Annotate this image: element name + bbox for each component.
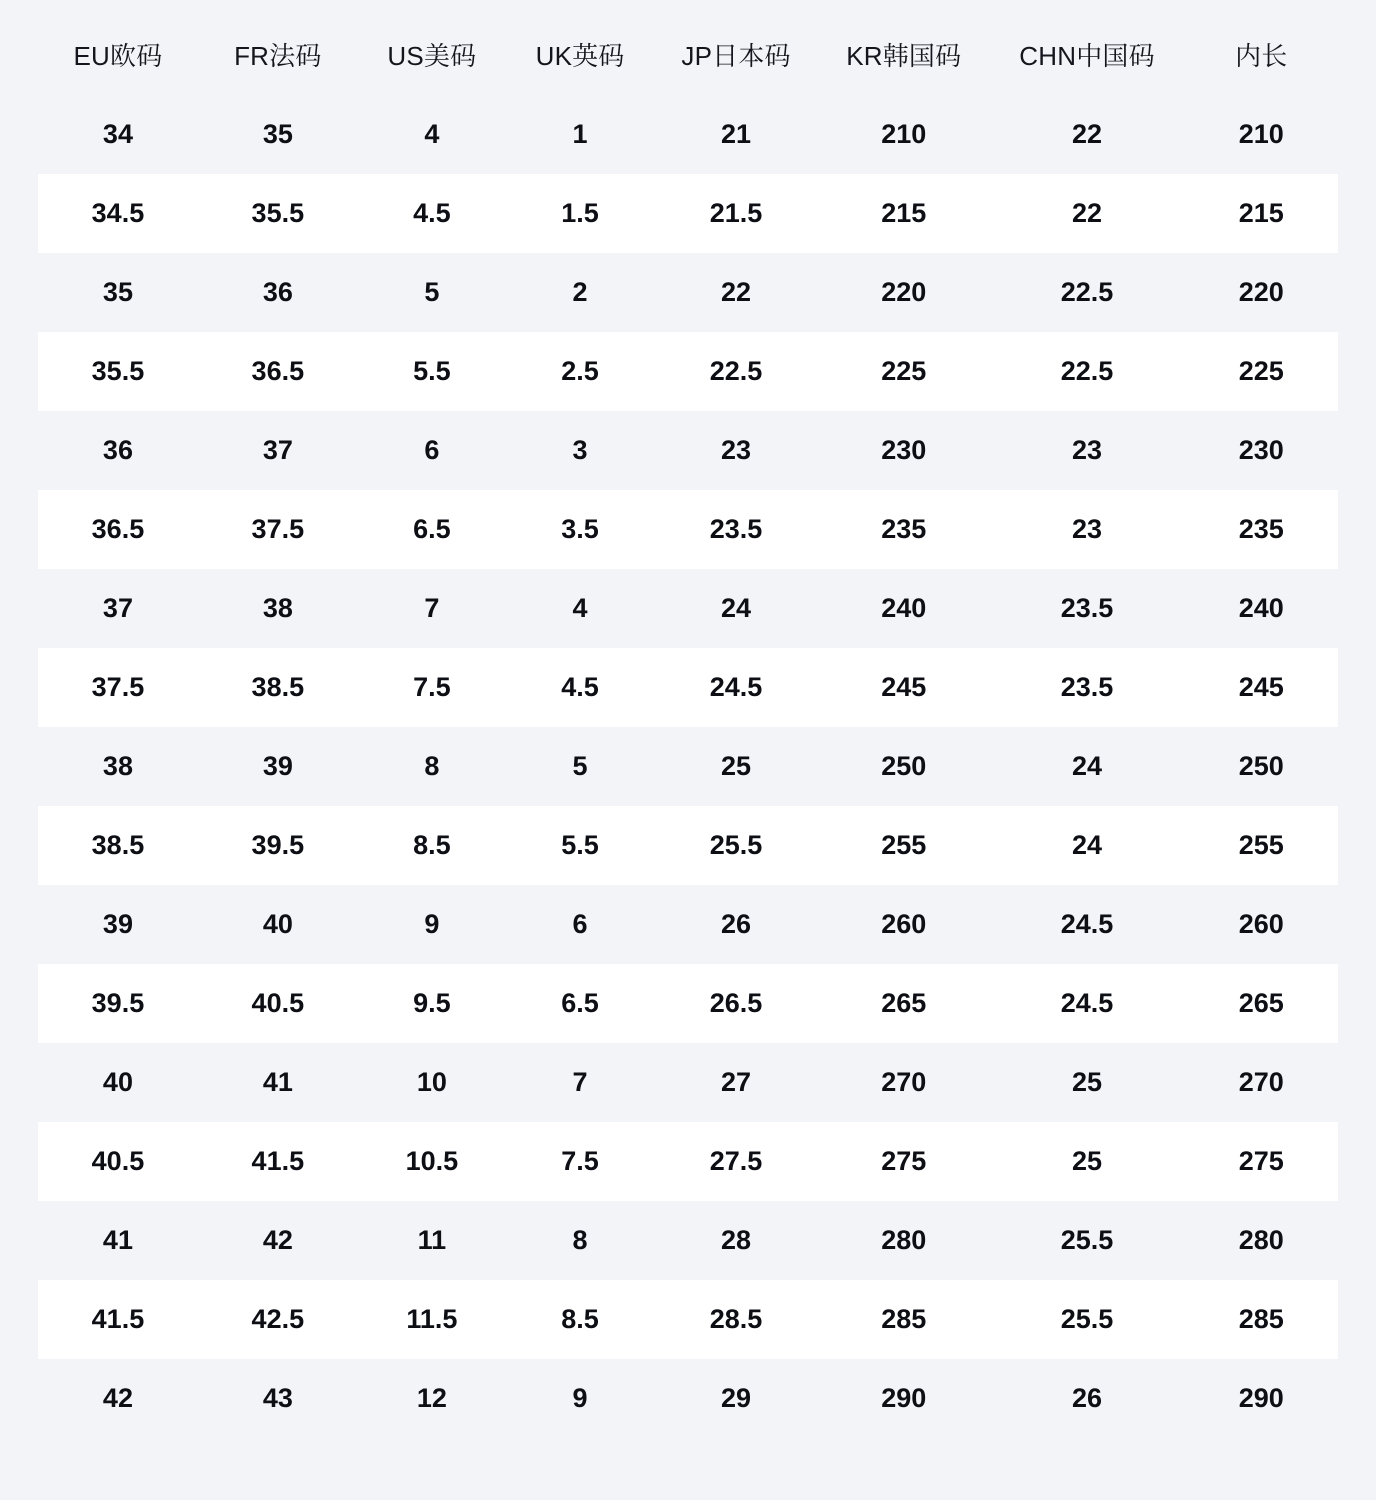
table-cell: 25.5 bbox=[990, 1280, 1185, 1359]
table-cell: 43 bbox=[198, 1359, 358, 1438]
table-cell: 42.5 bbox=[198, 1280, 358, 1359]
column-header-chn: CHN中国码 bbox=[990, 22, 1185, 95]
table-cell: 22 bbox=[990, 95, 1185, 174]
table-cell: 280 bbox=[818, 1201, 990, 1280]
table-cell: 255 bbox=[818, 806, 990, 885]
table-cell: 7.5 bbox=[358, 648, 506, 727]
table-cell: 34 bbox=[38, 95, 198, 174]
table-cell: 40 bbox=[38, 1043, 198, 1122]
table-body bbox=[38, 95, 1338, 1438]
table-cell: 41.5 bbox=[38, 1280, 198, 1359]
table-cell: 28 bbox=[654, 1201, 818, 1280]
column-header-us: US美码 bbox=[358, 22, 506, 95]
table-cell: 36 bbox=[198, 253, 358, 332]
table-cell: 34.5 bbox=[38, 174, 198, 253]
table-row bbox=[38, 885, 1338, 964]
table-cell: 39.5 bbox=[38, 964, 198, 1043]
table-cell: 26 bbox=[990, 1359, 1185, 1438]
table-cell: 35.5 bbox=[38, 332, 198, 411]
table-cell: 35 bbox=[38, 253, 198, 332]
table-cell: 27.5 bbox=[654, 1122, 818, 1201]
table-cell: 26.5 bbox=[654, 964, 818, 1043]
table-cell: 37 bbox=[198, 411, 358, 490]
table-cell: 230 bbox=[1185, 411, 1338, 490]
table-cell: 3.5 bbox=[506, 490, 654, 569]
table-cell: 36 bbox=[38, 411, 198, 490]
table-cell: 235 bbox=[818, 490, 990, 569]
table-cell: 1.5 bbox=[506, 174, 654, 253]
table-cell: 8 bbox=[506, 1201, 654, 1280]
table-cell: 2 bbox=[506, 253, 654, 332]
table-cell: 6.5 bbox=[358, 490, 506, 569]
table-cell: 6 bbox=[506, 885, 654, 964]
table-cell: 35.5 bbox=[198, 174, 358, 253]
table-row bbox=[38, 174, 1338, 253]
table-cell: 22.5 bbox=[990, 253, 1185, 332]
table-cell: 210 bbox=[818, 95, 990, 174]
table-cell: 225 bbox=[1185, 332, 1338, 411]
table-cell: 5.5 bbox=[506, 806, 654, 885]
table-cell: 245 bbox=[1185, 648, 1338, 727]
table-cell: 290 bbox=[818, 1359, 990, 1438]
table-cell: 41 bbox=[198, 1043, 358, 1122]
table-cell: 1 bbox=[506, 95, 654, 174]
table-cell: 265 bbox=[818, 964, 990, 1043]
table-row bbox=[38, 1359, 1338, 1438]
table-cell: 23 bbox=[990, 411, 1185, 490]
table-cell: 4 bbox=[506, 569, 654, 648]
table-cell: 21.5 bbox=[654, 174, 818, 253]
table-cell: 210 bbox=[1185, 95, 1338, 174]
table-cell: 36.5 bbox=[38, 490, 198, 569]
table-cell: 25.5 bbox=[990, 1201, 1185, 1280]
table-cell: 285 bbox=[1185, 1280, 1338, 1359]
column-header-jp: JP日本码 bbox=[654, 22, 818, 95]
table-cell: 8.5 bbox=[506, 1280, 654, 1359]
table-row bbox=[38, 964, 1338, 1043]
table-cell: 37.5 bbox=[198, 490, 358, 569]
table-row bbox=[38, 648, 1338, 727]
table-row bbox=[38, 1280, 1338, 1359]
table-cell: 42 bbox=[198, 1201, 358, 1280]
table-cell: 7 bbox=[358, 569, 506, 648]
table-cell: 24 bbox=[654, 569, 818, 648]
table-cell: 25 bbox=[654, 727, 818, 806]
table-cell: 5.5 bbox=[358, 332, 506, 411]
table-row bbox=[38, 1122, 1338, 1201]
table-cell: 8.5 bbox=[358, 806, 506, 885]
table-row bbox=[38, 1201, 1338, 1280]
table-cell: 22 bbox=[990, 174, 1185, 253]
table-cell: 28.5 bbox=[654, 1280, 818, 1359]
table-cell: 38 bbox=[198, 569, 358, 648]
table-cell: 220 bbox=[1185, 253, 1338, 332]
table-cell: 24.5 bbox=[990, 885, 1185, 964]
table-cell: 4 bbox=[358, 95, 506, 174]
size-conversion-table bbox=[38, 22, 1338, 1438]
table-cell: 23.5 bbox=[654, 490, 818, 569]
table-cell: 23.5 bbox=[990, 569, 1185, 648]
table-cell: 26 bbox=[654, 885, 818, 964]
table-cell: 12 bbox=[358, 1359, 506, 1438]
table-cell: 7 bbox=[506, 1043, 654, 1122]
table-cell: 42 bbox=[38, 1359, 198, 1438]
table-row bbox=[38, 253, 1338, 332]
table-cell: 29 bbox=[654, 1359, 818, 1438]
table-cell: 5 bbox=[358, 253, 506, 332]
table-cell: 25 bbox=[990, 1122, 1185, 1201]
table-cell: 275 bbox=[818, 1122, 990, 1201]
table-row bbox=[38, 806, 1338, 885]
table-cell: 38.5 bbox=[198, 648, 358, 727]
table-cell: 40 bbox=[198, 885, 358, 964]
table-cell: 260 bbox=[1185, 885, 1338, 964]
table-cell: 39.5 bbox=[198, 806, 358, 885]
table-cell: 275 bbox=[1185, 1122, 1338, 1201]
column-header-uk: UK英码 bbox=[506, 22, 654, 95]
table-cell: 41 bbox=[38, 1201, 198, 1280]
table-cell: 24.5 bbox=[990, 964, 1185, 1043]
table-cell: 39 bbox=[38, 885, 198, 964]
table-cell: 22.5 bbox=[990, 332, 1185, 411]
table-cell: 41.5 bbox=[198, 1122, 358, 1201]
table-row bbox=[38, 727, 1338, 806]
table-cell: 2.5 bbox=[506, 332, 654, 411]
table-row bbox=[38, 332, 1338, 411]
table-cell: 38 bbox=[38, 727, 198, 806]
table-cell: 24.5 bbox=[654, 648, 818, 727]
table-cell: 240 bbox=[1185, 569, 1338, 648]
table-cell: 245 bbox=[818, 648, 990, 727]
table-row bbox=[38, 569, 1338, 648]
table-cell: 3 bbox=[506, 411, 654, 490]
table-cell: 4.5 bbox=[506, 648, 654, 727]
table-cell: 5 bbox=[506, 727, 654, 806]
table-cell: 10 bbox=[358, 1043, 506, 1122]
table-row bbox=[38, 490, 1338, 569]
table-cell: 25 bbox=[990, 1043, 1185, 1122]
table-cell: 24 bbox=[990, 727, 1185, 806]
table-cell: 23 bbox=[654, 411, 818, 490]
table-cell: 215 bbox=[1185, 174, 1338, 253]
table-row bbox=[38, 95, 1338, 174]
table-cell: 37 bbox=[38, 569, 198, 648]
table-cell: 230 bbox=[818, 411, 990, 490]
table-header bbox=[38, 22, 1338, 95]
table-cell: 270 bbox=[818, 1043, 990, 1122]
table-cell: 260 bbox=[818, 885, 990, 964]
table-cell: 270 bbox=[1185, 1043, 1338, 1122]
table-cell: 35 bbox=[198, 95, 358, 174]
table-cell: 285 bbox=[818, 1280, 990, 1359]
table-cell: 39 bbox=[198, 727, 358, 806]
table-cell: 22.5 bbox=[654, 332, 818, 411]
column-header-insole-length: 内长 bbox=[1185, 22, 1338, 95]
table-cell: 27 bbox=[654, 1043, 818, 1122]
table-cell: 255 bbox=[1185, 806, 1338, 885]
table-cell: 240 bbox=[818, 569, 990, 648]
table-cell: 6 bbox=[358, 411, 506, 490]
table-cell: 265 bbox=[1185, 964, 1338, 1043]
table-cell: 38.5 bbox=[38, 806, 198, 885]
table-cell: 9.5 bbox=[358, 964, 506, 1043]
table-cell: 235 bbox=[1185, 490, 1338, 569]
table-cell: 220 bbox=[818, 253, 990, 332]
table-cell: 25.5 bbox=[654, 806, 818, 885]
table-cell: 11.5 bbox=[358, 1280, 506, 1359]
table-cell: 23 bbox=[990, 490, 1185, 569]
table-cell: 9 bbox=[506, 1359, 654, 1438]
column-header-eu: EU欧码 bbox=[38, 22, 198, 95]
table-cell: 250 bbox=[818, 727, 990, 806]
table-cell: 40.5 bbox=[198, 964, 358, 1043]
table-cell: 11 bbox=[358, 1201, 506, 1280]
table-cell: 215 bbox=[818, 174, 990, 253]
table-cell: 225 bbox=[818, 332, 990, 411]
table-cell: 24 bbox=[990, 806, 1185, 885]
table-row bbox=[38, 1043, 1338, 1122]
table-cell: 280 bbox=[1185, 1201, 1338, 1280]
table-cell: 10.5 bbox=[358, 1122, 506, 1201]
table-cell: 21 bbox=[654, 95, 818, 174]
table-cell: 8 bbox=[358, 727, 506, 806]
column-header-kr: KR韩国码 bbox=[818, 22, 990, 95]
table-cell: 7.5 bbox=[506, 1122, 654, 1201]
table-cell: 40.5 bbox=[38, 1122, 198, 1201]
table-header-row bbox=[38, 22, 1338, 95]
table-cell: 250 bbox=[1185, 727, 1338, 806]
table-row bbox=[38, 411, 1338, 490]
table-cell: 22 bbox=[654, 253, 818, 332]
table-cell: 37.5 bbox=[38, 648, 198, 727]
table-cell: 6.5 bbox=[506, 964, 654, 1043]
table-cell: 36.5 bbox=[198, 332, 358, 411]
table-cell: 9 bbox=[358, 885, 506, 964]
table-cell: 290 bbox=[1185, 1359, 1338, 1438]
table-cell: 4.5 bbox=[358, 174, 506, 253]
table-cell: 23.5 bbox=[990, 648, 1185, 727]
column-header-fr: FR法码 bbox=[198, 22, 358, 95]
